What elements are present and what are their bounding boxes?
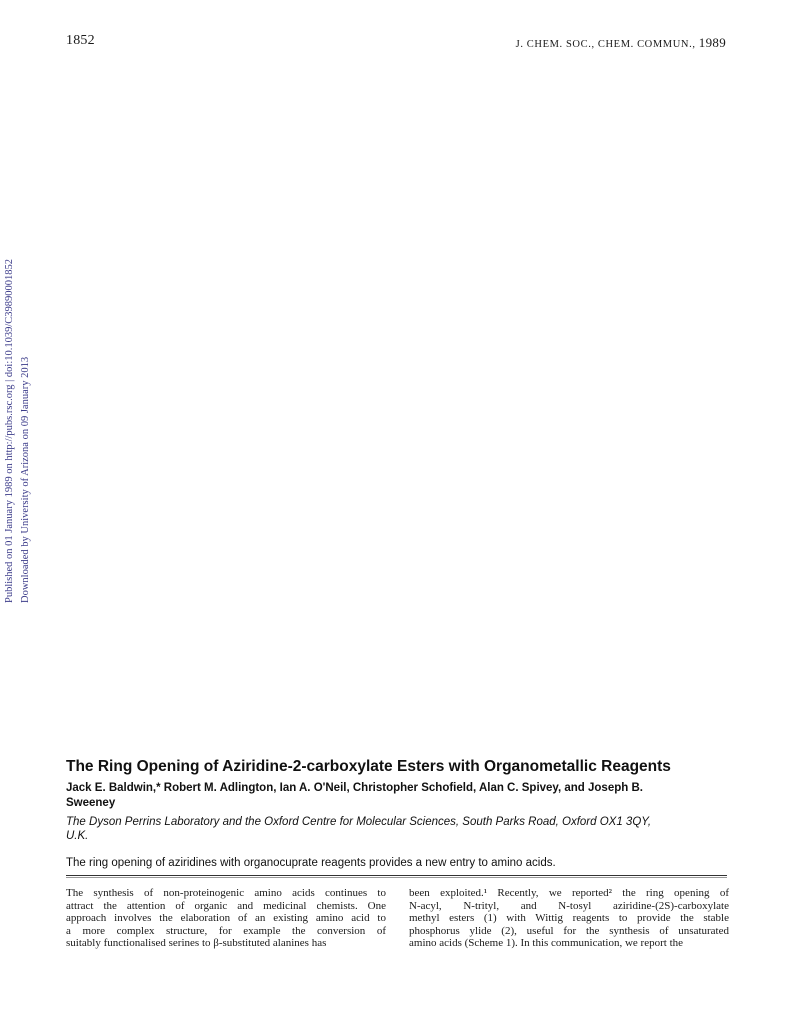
watermark-downloaded-line: Downloaded by University of Arizona on 09 January 2013 xyxy=(20,356,31,603)
journal-header xyxy=(516,35,726,51)
body-line: phosphorus ylide (2), useful for the synthesis of unsaturated xyxy=(409,924,729,937)
divider-rule xyxy=(66,875,727,876)
journal-name: J. CHEM. SOC., CHEM. COMMUN., xyxy=(515,39,696,50)
body-column-right xyxy=(409,887,729,950)
body-line: a more complex structure, for example the conversion of xyxy=(66,924,386,937)
body-line: attract the attention of organic and medicinal chemists. One xyxy=(66,899,386,912)
affiliation-line-1: The Dyson Perrins Laboratory and the Oxford Centre for Molecular Sciences, South Parks Road, Oxford OX1 3QY, xyxy=(66,816,652,828)
body-line: amino acids (Scheme 1). In this communication, we report the xyxy=(409,937,684,950)
body-line: been exploited.¹ Recently, we reported² the ring opening of xyxy=(409,887,729,899)
body-line: N-acyl, N-trityl, and N-tosyl aziridine-(2S)-carboxylate xyxy=(409,899,729,912)
journal-year: 1989 xyxy=(698,35,726,50)
author-line-1: Jack E. Baldwin,* Robert M. Adlington, Ian A. O'Neil, Christopher Schofield, Alan C. Spivey, and Joseph B. xyxy=(66,782,643,794)
author-list xyxy=(66,781,736,811)
watermark-published-line[interactable]: Published on 01 January 1989 on http://pubs.rsc.org | doi:10.1039/C39890001852 xyxy=(4,258,15,603)
body-line: methyl esters (1) with Wittig reagents to provide the stable xyxy=(409,912,729,925)
abstract: The ring opening of aziridines with organocuprate reagents provides a new entry to amino acids. xyxy=(66,857,556,869)
body-line: suitably functionalised serines to β-substituted alanines has xyxy=(66,937,327,950)
affiliation-line-2: U.K. xyxy=(66,830,89,842)
affiliation xyxy=(66,815,736,843)
article-title: The Ring Opening of Aziridine-2-carboxylate Esters with Organometallic Reagents xyxy=(66,758,671,775)
body-column-left xyxy=(66,887,386,950)
author-line-2: Sweeney xyxy=(66,797,116,809)
page-number: 1852 xyxy=(66,33,95,48)
body-line: The synthesis of non-proteinogenic amino acids continues to xyxy=(66,887,386,899)
download-watermark xyxy=(2,223,38,603)
body-line: approach involves the elaboration of an existing amino acid to xyxy=(66,912,386,925)
divider-rule xyxy=(66,877,727,878)
